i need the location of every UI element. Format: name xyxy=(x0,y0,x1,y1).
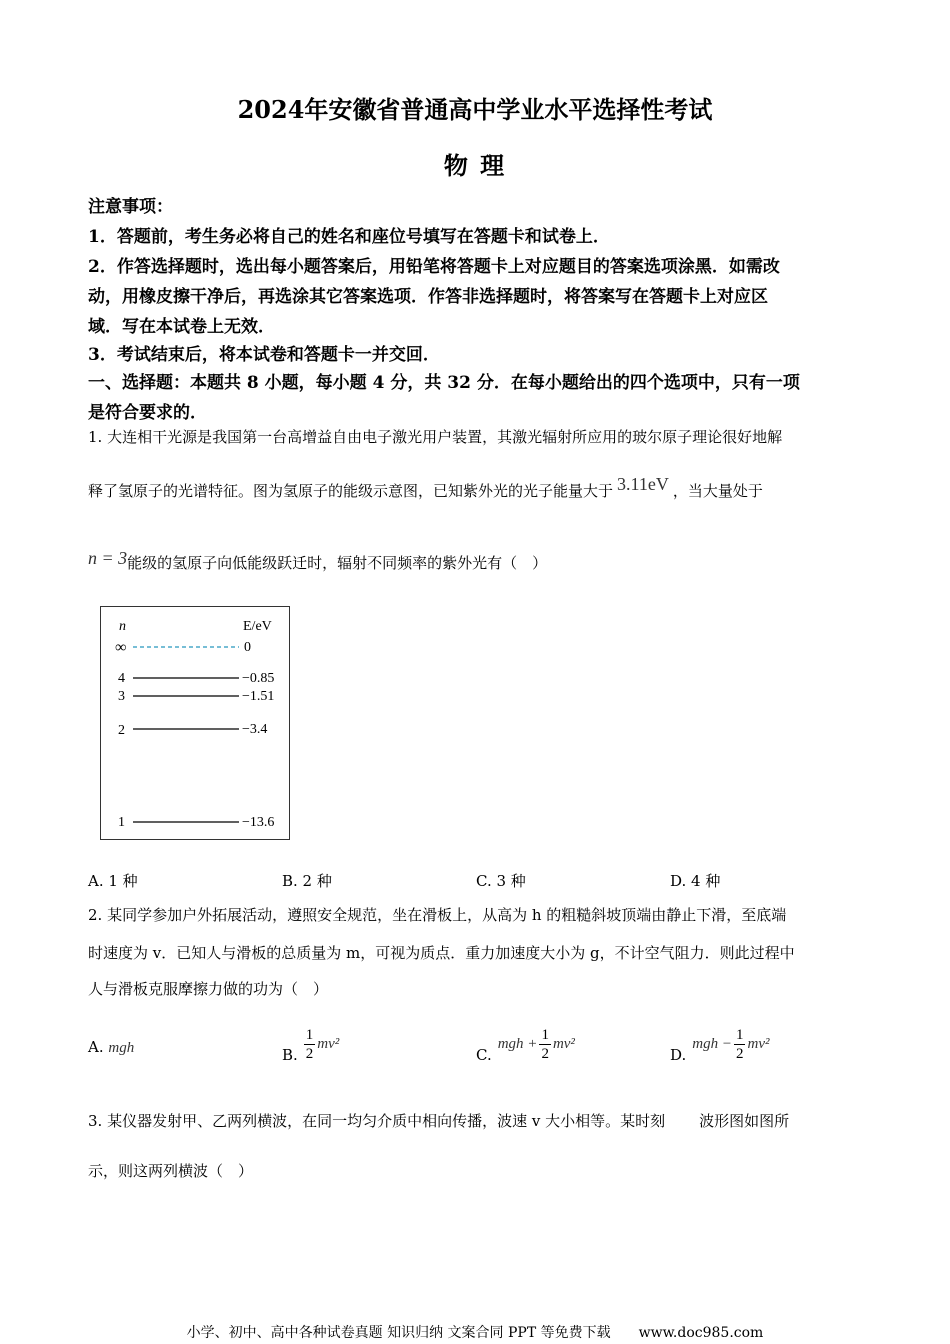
level-4-e: −0.85 xyxy=(242,671,275,686)
q2-line-1: 2. 某同学参加户外拓展活动，遵照安全规范，坐在滑板上，从高为 h 的粗糙斜坡顶端由静止下滑，至底端 xyxy=(88,906,787,924)
level-3-e: −1.51 xyxy=(242,689,275,704)
q2-option-d-label: D. xyxy=(670,1046,687,1064)
q1-option-b[interactable]: B. 2 种 xyxy=(282,872,332,890)
q1-line-2-text: 释了氢原子的光谱特征。图为氢原子的能级示意图，已知紫外光的光子能量大于 xyxy=(88,482,614,500)
q2-option-d-tail: mv² xyxy=(747,1035,770,1052)
level-1-e: −13.6 xyxy=(242,815,275,830)
energy-level-diagram xyxy=(100,606,290,840)
q1-line-3-text: 能级的氢原子向低能级跃迁时，辐射不同频率的紫外光有（ ） xyxy=(127,554,548,572)
q3-line-1-text: 3. 某仪器发射甲、乙两列横波，在同一均匀介质中相向传播，波速 v 大小相等。某时刻 xyxy=(88,1112,666,1130)
notice-item-2-line-1: 2．作答选择题时，选出每小题答案后，用铅笔将答题卡上对应题目的答案选项涂黑．如需改 xyxy=(88,257,780,277)
q2-option-b[interactable] xyxy=(282,1016,339,1072)
level-3-n: 3 xyxy=(118,689,125,704)
q3-line-1 xyxy=(88,1110,789,1131)
notice-item-3: 3．考试结束后，将本试卷和答题卡一并交回． xyxy=(88,345,440,365)
e-axis-label: E/eV xyxy=(243,619,272,634)
q2-option-d-head: mgh − xyxy=(692,1035,732,1052)
q1-option-d[interactable]: D. 4 种 xyxy=(670,872,721,890)
fraction-denominator: 2 xyxy=(305,1045,314,1062)
q2-option-d-fraction xyxy=(734,1026,746,1063)
q2-option-c[interactable] xyxy=(476,1016,575,1072)
notice-item-2-line-3: 域．写在本试卷上无效． xyxy=(88,317,275,337)
fraction-denominator: 2 xyxy=(541,1045,549,1062)
q2-option-c-tail: mv² xyxy=(552,1035,575,1052)
level-2-e: −3.4 xyxy=(242,722,268,737)
q2-option-c-fraction xyxy=(539,1026,551,1063)
q1-line-3 xyxy=(88,548,548,573)
q3-line-2: 示，则这两列横波（ ） xyxy=(88,1162,254,1180)
level-inf-n: ∞ xyxy=(115,639,127,656)
q2-option-b-label: B. xyxy=(282,1046,298,1064)
q2-line-3: 人与滑板克服摩擦力做的功为（ ） xyxy=(88,980,329,998)
n-axis-label: n xyxy=(119,619,126,634)
level-2-n: 2 xyxy=(118,723,125,738)
q2-line-2: 时速度为 v．已知人与滑板的总质量为 m，可视为质点．重力加速度大小为 g，不计空气阻力．则此过程中 xyxy=(88,944,795,962)
fraction-denominator: 2 xyxy=(735,1045,744,1062)
q2-option-b-tail: mv² xyxy=(317,1035,340,1052)
q2-option-a[interactable] xyxy=(88,1038,134,1057)
energy-value: 3.11eV xyxy=(617,474,669,494)
exam-subject: 物 理 xyxy=(443,151,507,180)
q2-option-c-head: mgh + xyxy=(497,1035,538,1052)
q2-option-c-label: C. xyxy=(476,1046,492,1064)
q1-line-1: 1. 大连相干光源是我国第一台高增益自由电子激光用户装置，其激光辐射所应用的玻尔原子理论很好地解 xyxy=(88,428,783,446)
fraction-numerator: 1 xyxy=(735,1026,744,1043)
q1-line-2 xyxy=(88,474,763,501)
notice-item-1: 1．答题前，考生务必将自己的姓名和座位号填写在答题卡和试卷上． xyxy=(88,227,610,247)
level-4-n: 4 xyxy=(118,671,125,686)
section-heading-line-2: 是符合要求的． xyxy=(88,403,207,423)
level-1-n: 1 xyxy=(118,815,125,830)
q1-line-2-tail: ，当大量处于 xyxy=(672,482,763,500)
fraction-numerator: 1 xyxy=(305,1026,314,1043)
q2-option-a-label: A. xyxy=(88,1038,104,1056)
q2-option-d[interactable] xyxy=(670,1016,769,1072)
exam-title: 2024年安徽省普通高中学业水平选择性考试 xyxy=(237,95,713,124)
q2-option-a-expr: mgh xyxy=(108,1040,135,1056)
page-footer: 小学、初中、高中各种试卷真题 知识归纳 文案合同 PPT 等免费下载 www.doc985.com xyxy=(186,1325,764,1341)
n-equals-3: n = 3 xyxy=(88,548,128,568)
q3-line-1-tail: 波形图如图所 xyxy=(699,1112,790,1130)
notice-item-2-line-2: 动，用橡皮擦干净后，再选涂其它答案选项．作答非选择题时，将答案写在答题卡上对应区 xyxy=(88,287,768,307)
q2-option-b-fraction xyxy=(304,1026,316,1063)
fraction-numerator: 1 xyxy=(541,1026,549,1043)
energy-level-svg xyxy=(101,607,289,839)
q1-option-a[interactable]: A. 1 种 xyxy=(88,872,138,890)
notice-heading: 注意事项： xyxy=(88,197,173,217)
q1-option-c[interactable]: C. 3 种 xyxy=(476,872,526,890)
level-inf-e: 0 xyxy=(244,640,251,655)
section-heading-line-1: 一、选择题：本题共 8 小题，每小题 4 分，共 32 分．在每小题给出的四个选项中，只有一项 xyxy=(88,373,800,393)
